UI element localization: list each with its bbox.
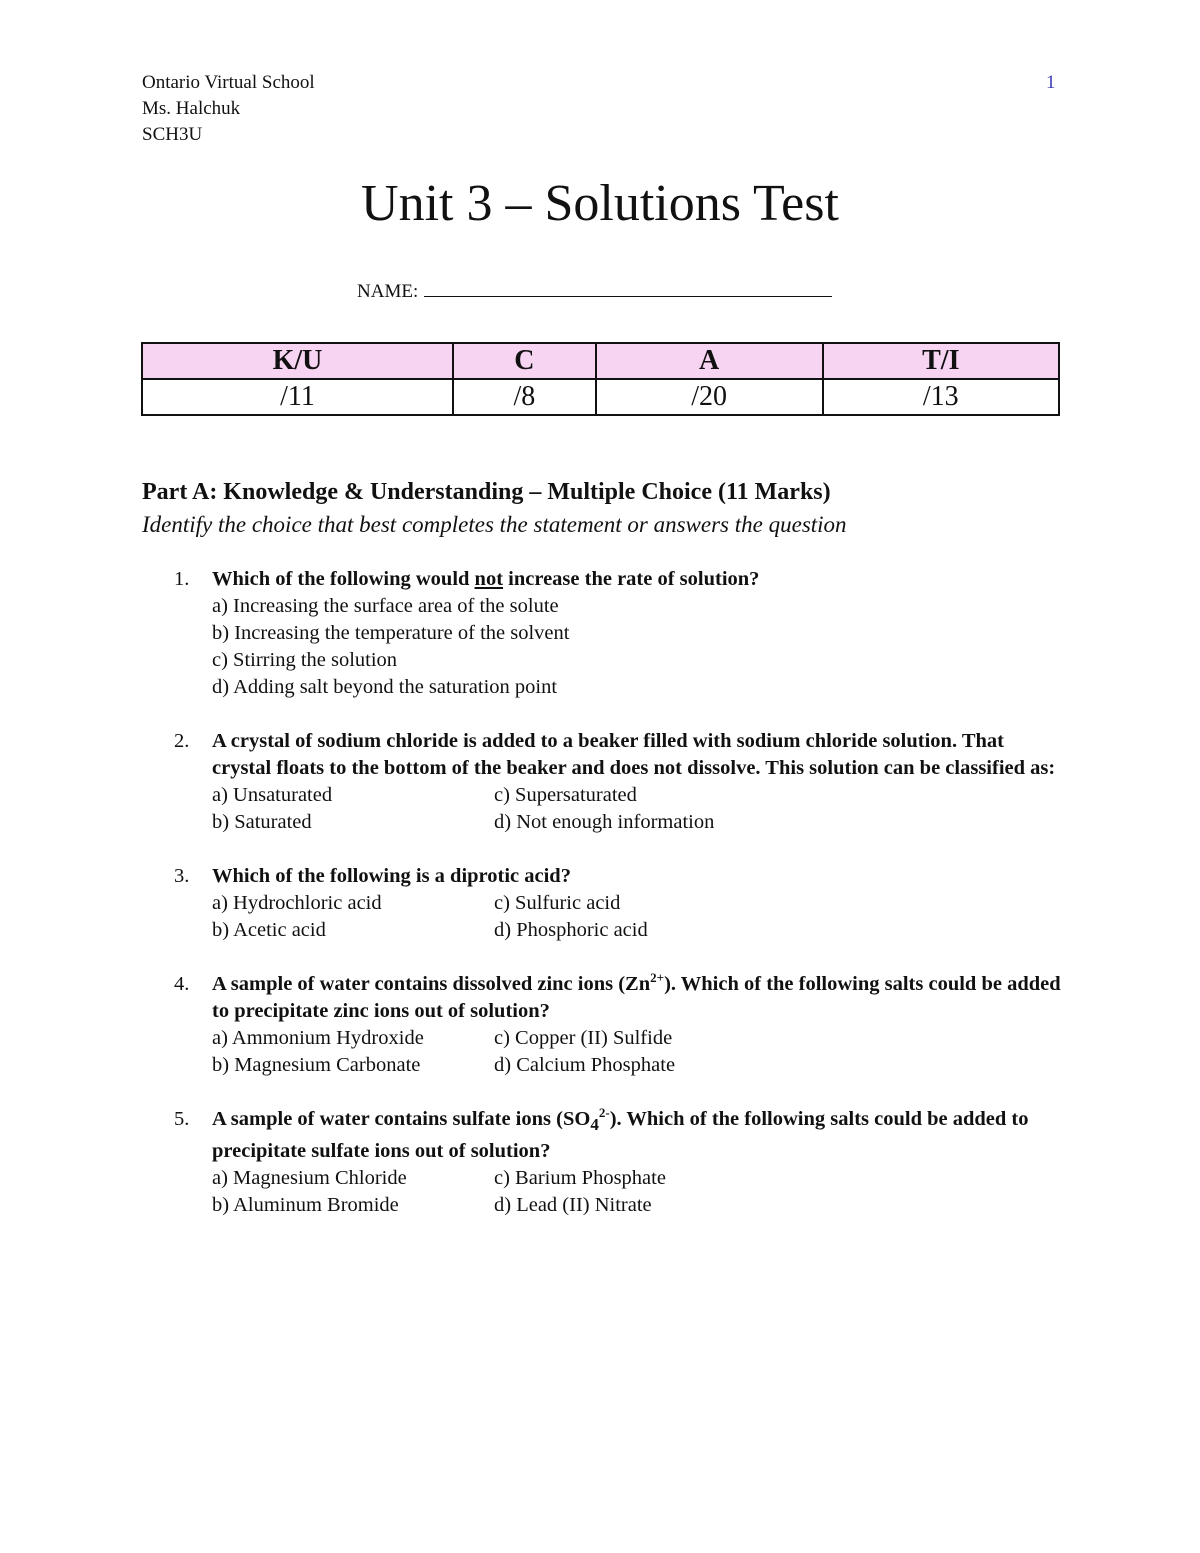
marks-value-a[interactable]: /20 [596, 379, 823, 415]
question-number: 5. [174, 1108, 190, 1130]
answer-option[interactable]: d) Not enough information [494, 811, 715, 833]
question-1 [0, 566, 1200, 701]
answer-option[interactable]: d) Calcium Phosphate [494, 1054, 676, 1076]
answer-option[interactable]: b) Increasing the temperature of the solvent [212, 622, 570, 644]
page-number: 1 [1046, 72, 1056, 93]
question-number: 2. [174, 730, 190, 752]
question-5 [0, 1106, 1200, 1219]
answer-option[interactable]: d) Phosphoric acid [494, 919, 648, 941]
question-number: 3. [174, 865, 190, 887]
answer-option[interactable]: a) Ammonium Hydroxide [212, 1027, 424, 1049]
underlined-word: not [474, 568, 504, 590]
marks-table [141, 342, 1060, 416]
question-text: A sample of water contains sulfate ions $(SO_4^{2-})$. Which of the following salts could be added to precipitate sulfate ions out of solution? [212, 1105, 1029, 1163]
document-header [142, 70, 315, 148]
marks-header-c: C [453, 343, 596, 379]
marks-value-c[interactable]: /8 [453, 379, 596, 415]
question-text: A crystal of sodium chloride is added to a beaker filled with sodium chloride solution. That crystal floats to the bottom of the beaker and does not dissolve. This solution can be classified as: [212, 730, 1056, 779]
marks-header-ti: T/I [823, 343, 1059, 379]
name-field[interactable] [357, 278, 832, 304]
marks-header-row [142, 343, 1059, 379]
marks-value-ti[interactable]: /13 [823, 379, 1059, 415]
answer-option[interactable]: b) Magnesium Carbonate [212, 1054, 421, 1076]
question-3 [0, 863, 1200, 944]
teacher-name: Ms. Halchuk [142, 98, 241, 119]
question-2 [0, 728, 1200, 836]
marks-value-row [142, 379, 1059, 415]
marks-header-a: A [596, 343, 823, 379]
answer-option[interactable]: c) Sulfuric acid [494, 892, 621, 914]
question-text: Which of the following is a diprotic acid? [212, 865, 571, 887]
marks-value-ku[interactable]: /11 [142, 379, 453, 415]
ion-charge: 2+ [650, 970, 665, 986]
answer-option[interactable]: a) Unsaturated [212, 784, 333, 806]
answer-option[interactable]: c) Barium Phosphate [494, 1167, 666, 1190]
name-label: NAME: [357, 281, 419, 302]
answer-option[interactable]: c) Copper (II) Sulfide [494, 1027, 673, 1049]
question-4 [0, 971, 1200, 1079]
answer-option[interactable]: a) Hydrochloric acid [212, 892, 382, 914]
question-text: Which of the following would not increase the rate of solution? [212, 568, 760, 590]
page-title: Unit 3 – Solutions Test [361, 175, 839, 232]
answer-option[interactable]: b) Aluminum Bromide [212, 1194, 399, 1217]
part-a-instructions: Identify the choice that best completes the statement or answers the question [142, 512, 847, 537]
answer-option[interactable]: d) Adding salt beyond the saturation point [212, 676, 558, 698]
course-code: SCH3U [142, 124, 203, 145]
school-name: Ontario Virtual School [142, 72, 315, 93]
answer-option[interactable]: b) Saturated [212, 811, 312, 833]
answer-option[interactable]: a) Increasing the surface area of the solute [212, 595, 559, 617]
answer-option[interactable]: c) Supersaturated [494, 784, 637, 806]
question-number: 4. [174, 973, 190, 995]
answer-option[interactable]: b) Acetic acid [212, 919, 326, 941]
answer-option[interactable]: c) Stirring the solution [212, 649, 398, 671]
answer-option[interactable]: a) Magnesium Chloride [212, 1167, 407, 1190]
part-a-heading: Part A: Knowledge & Understanding – Multiple Choice (11 Marks) [142, 479, 831, 505]
name-blank-line[interactable] [424, 278, 832, 297]
question-number: 1. [174, 568, 190, 590]
question-list [0, 566, 1200, 1246]
ion-charge: 2- [598, 1105, 610, 1121]
answer-option[interactable]: d) Lead (II) Nitrate [494, 1194, 652, 1217]
marks-header-ku: K/U [142, 343, 453, 379]
question-text: A sample of water contains dissolved zinc ions $(Zn^{2+})$. Which of the following salts could be added to precipitate zinc ions out of solution? [212, 970, 1061, 1022]
ion-subscript: 4 [590, 1115, 599, 1135]
